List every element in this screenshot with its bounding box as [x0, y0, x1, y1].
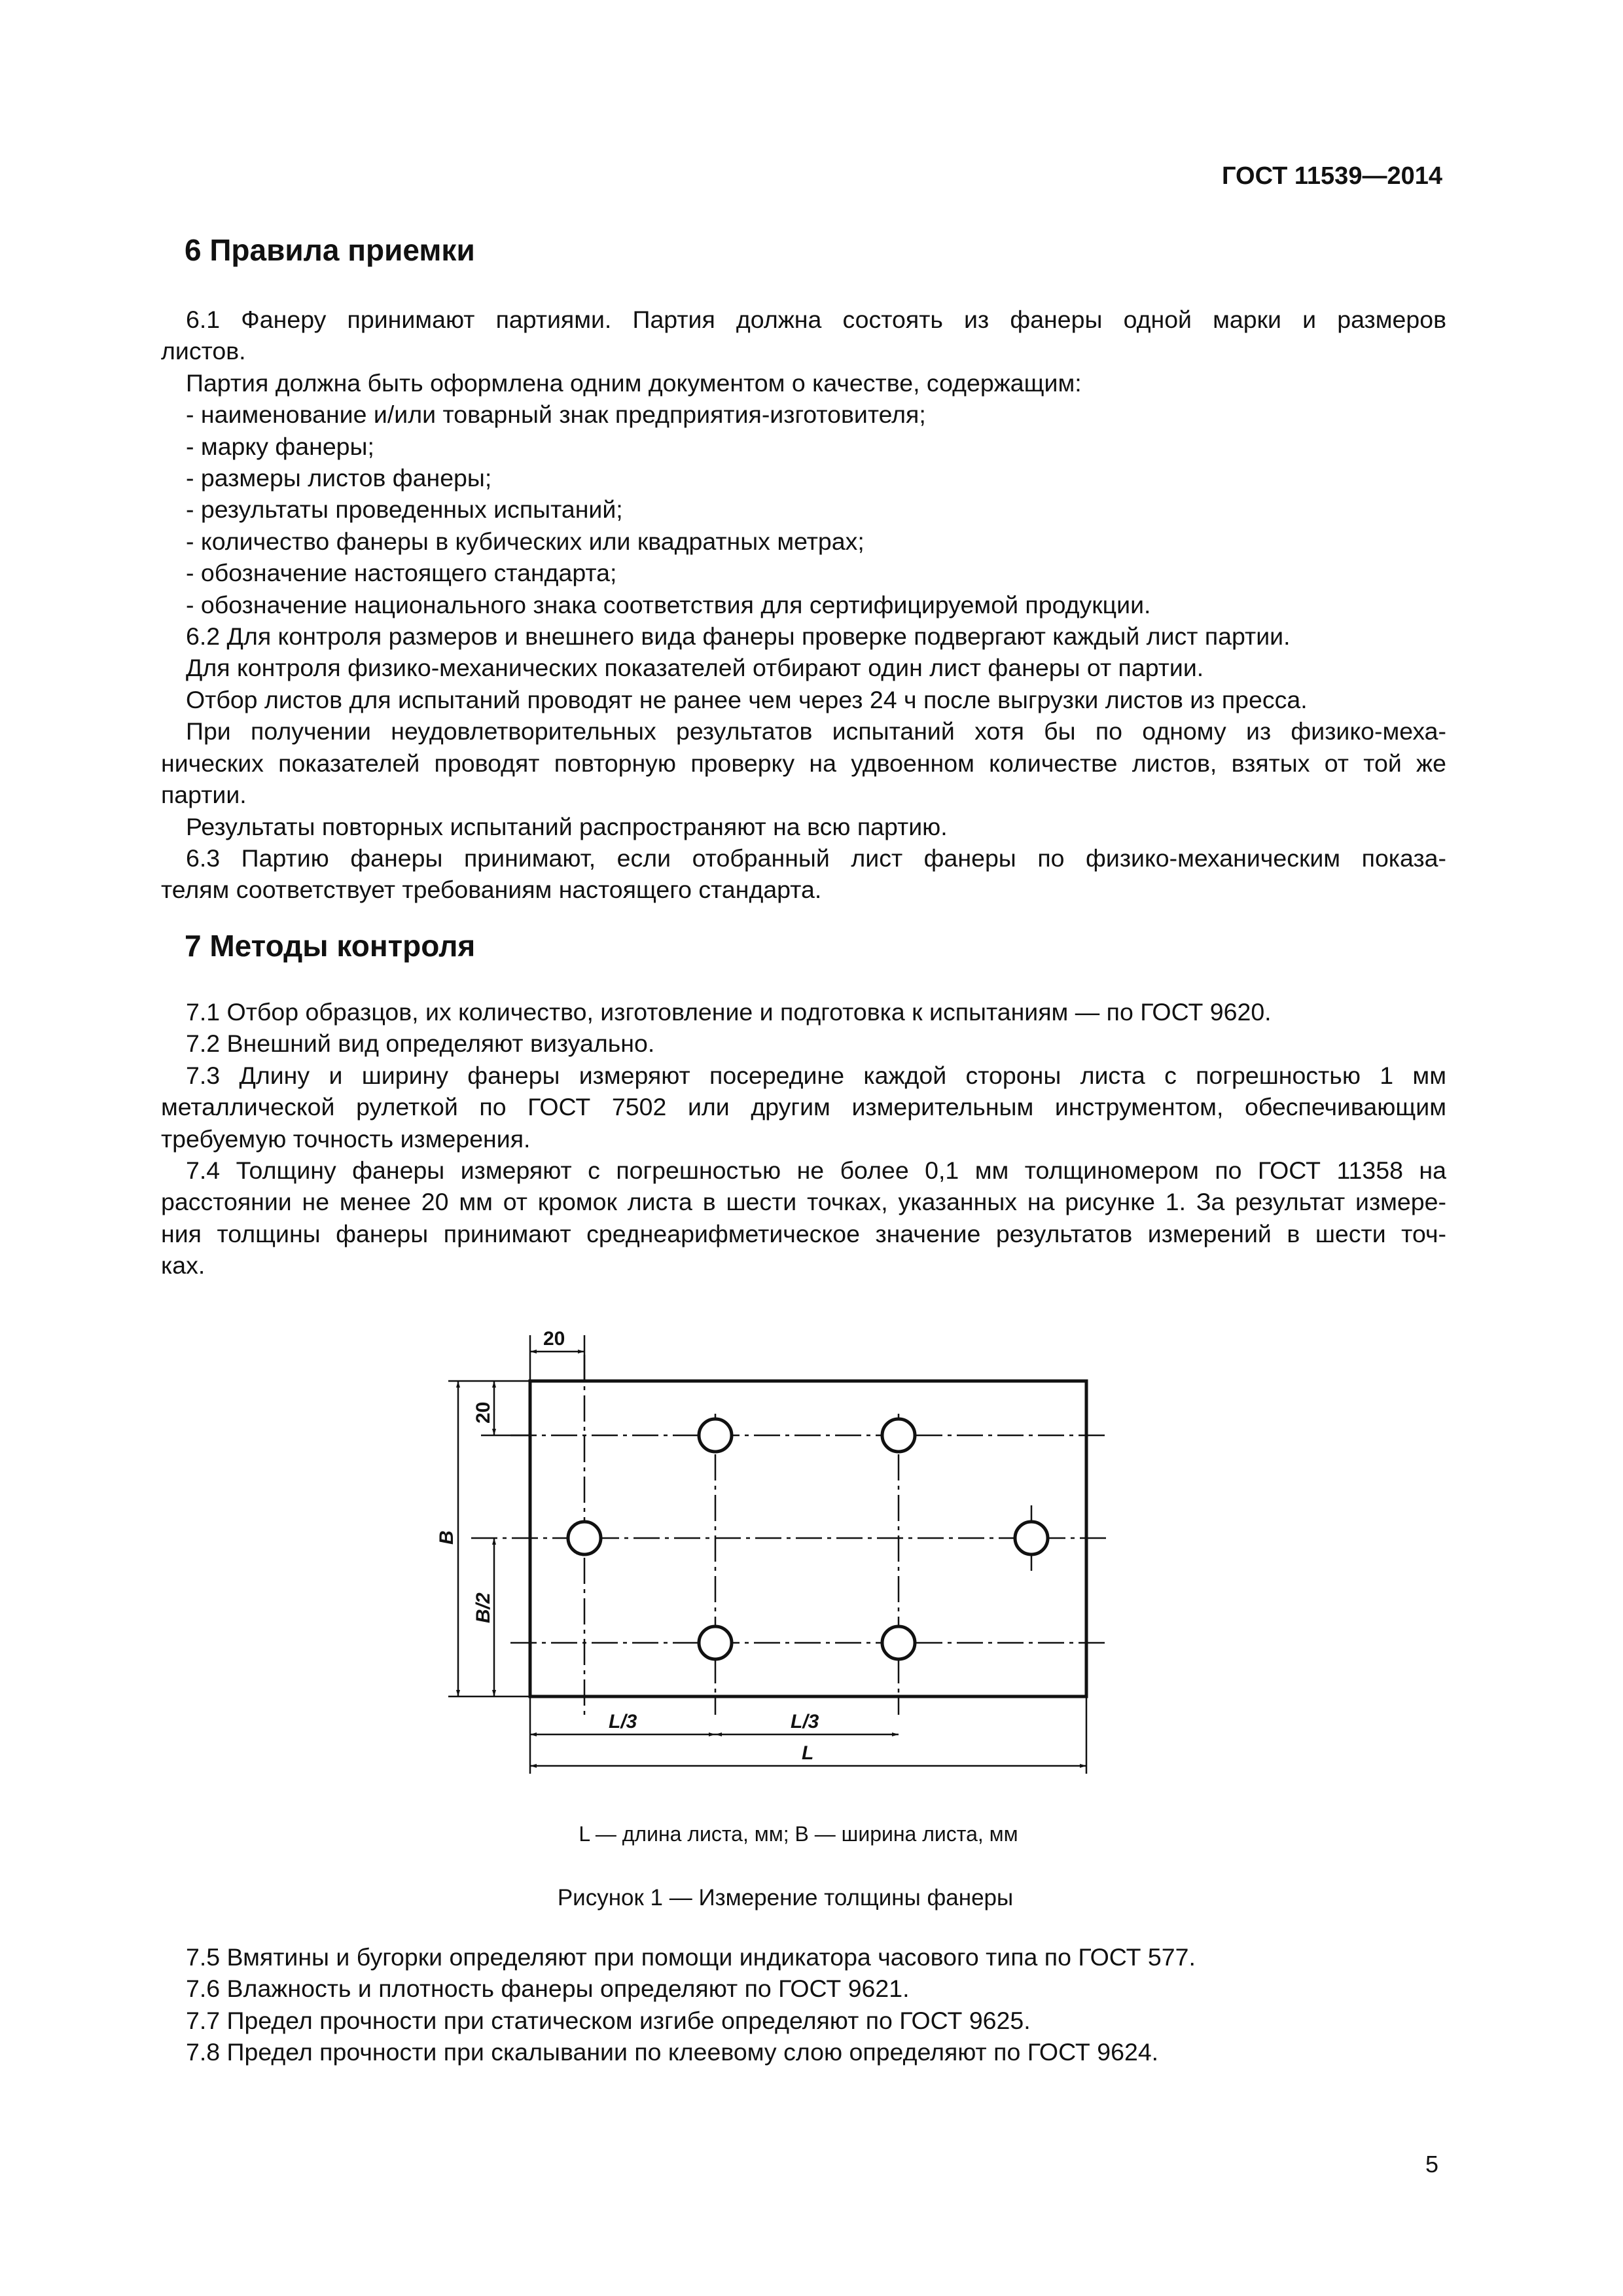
label-l: L — [802, 1742, 814, 1764]
paragraph-7-4-end: ках. — [161, 1251, 205, 1280]
section-7-tail — [161, 1941, 1446, 2068]
section-7-title: 7 Методы контроля — [185, 929, 476, 963]
paragraph-7-8: 7.8 Предел прочности при скалывании по клеевому слою определяют по ГОСТ 9624. — [186, 2038, 1159, 2066]
list-item: - обозначение настоящего стандарта; — [186, 559, 617, 587]
paragraph-7-4-cont2: ния толщины фанеры принимают среднеарифметическое значение результатов измерений в шести точ- — [161, 1219, 1446, 1247]
paragraph-7-4-cont: расстоянии не менее 20 мм от кромок листа в шести точках, указанных на рисунке 1. За результат измере- — [161, 1188, 1446, 1216]
paragraph-7-2: 7.2 Внешний вид определяют визуально. — [186, 1030, 655, 1058]
measurement-point — [699, 1626, 732, 1659]
center-lines — [471, 1355, 1106, 1715]
paragraph-7-3-cont: металлической рулеткой по ГОСТ 7502 или другим измерительным инструментом, обеспечивающим — [161, 1093, 1446, 1121]
measurement-point — [882, 1419, 915, 1452]
paragraph-7-3-end: требуемую точность измерения. — [161, 1124, 531, 1153]
measurement-point — [882, 1626, 915, 1659]
document-id: ГОСТ 11539—2014 — [1222, 162, 1442, 190]
paragraph-6-2-e: Результаты повторных испытаний распространяют на всю партию. — [186, 812, 948, 840]
list-item: - наименование и/или товарный знак предприятия-изготовителя; — [186, 401, 926, 429]
paragraph-6-2-c: Отбор листов для испытаний проводят не ранее чем через 24 ч после выгрузки листов из пресса. — [186, 685, 1308, 713]
figure-thickness-measurement — [432, 1316, 1126, 1813]
paragraph-7-3: 7.3 Длину и ширину фанеры измеряют посередине каждой стороны листа с погрешностью 1 мм — [186, 1061, 1446, 1089]
section-7-body — [161, 996, 1446, 1282]
paragraph-6-2: 6.2 Для контроля размеров и внешнего вида фанеры проверке подвергают каждый лист партии. — [186, 622, 1291, 651]
list-item: - количество фанеры в кубических или квадратных метрах; — [186, 527, 865, 555]
measurement-point — [699, 1419, 732, 1452]
page-number: 5 — [1425, 2151, 1438, 2178]
paragraph-6-2-d-end: партии. — [161, 781, 247, 809]
measurement-point — [568, 1522, 601, 1554]
paragraph-7-5: 7.5 Вмятины и бугорки определяют при помощи индикатора часового типа по ГОСТ 577. — [186, 1943, 1196, 1971]
measurement-points — [568, 1419, 1048, 1659]
label-l3-a: L/3 — [609, 1711, 637, 1732]
label-b: B — [436, 1530, 457, 1545]
list-item: - марку фанеры; — [186, 432, 374, 460]
paragraph-6-3: 6.3 Партию фанеры принимают, если отобранный лист фанеры по физико-механическим показа- — [186, 844, 1446, 872]
label-b-half: B/2 — [473, 1592, 494, 1623]
paragraph-6-2-b: Для контроля физико-механических показателей отбирают один лист фанеры от партии. — [186, 654, 1204, 682]
paragraph-7-7: 7.7 Предел прочности при статическом изгибе определяют по ГОСТ 9625. — [186, 2006, 1031, 2034]
label-l3-b: L/3 — [791, 1711, 819, 1732]
paragraph-6-1-cont: листов. — [161, 337, 246, 365]
paragraph-6-2-d-cont: нических показателей проводят повторную проверку на удвоенном количестве листов, взятых от той же — [161, 749, 1446, 777]
label-top-20: 20 — [543, 1328, 565, 1350]
paragraph-7-4: 7.4 Толщину фанеры измеряют с погрешностью не более 0,1 мм толщиномером по ГОСТ 11358 на — [186, 1157, 1446, 1185]
paragraph-7-6: 7.6 Влажность и плотность фанеры определяют по ГОСТ 9621. — [186, 1975, 910, 2003]
figure-legend: L — длина листа, мм; B — ширина листа, мм — [579, 1822, 1018, 1846]
figure-caption: Рисунок 1 — Измерение толщины фанеры — [557, 1885, 1014, 1910]
paragraph-7-1: 7.1 Отбор образцов, их количество, изготовление и подготовка к испытаниям — по ГОСТ 9620. — [186, 998, 1272, 1026]
list-item: - размеры листов фанеры; — [186, 464, 492, 492]
list-item: - результаты проведенных испытаний; — [186, 495, 623, 524]
list-item: - обозначение национального знака соответствия для сертифицируемой продукции. — [186, 590, 1151, 619]
section-6-body — [161, 304, 1446, 906]
label-side-20: 20 — [473, 1401, 494, 1424]
measurement-point — [1015, 1522, 1048, 1554]
section-6-title: 6 Правила приемки — [185, 233, 475, 267]
paragraph-batch-doc: Партия должна быть оформлена одним документом о качестве, содержащим: — [186, 368, 1082, 397]
paragraph-6-1: 6.1 Фанеру принимают партиями. Партия должна состоять из фанеры одной марки и размеров — [186, 306, 1446, 333]
paragraph-6-3-cont: телям соответствует требованиям настоящего стандарта. — [161, 876, 822, 904]
paragraph-6-2-d: При получении неудовлетворительных результатов испытаний хотя бы по одному из физико-меха- — [186, 717, 1446, 745]
